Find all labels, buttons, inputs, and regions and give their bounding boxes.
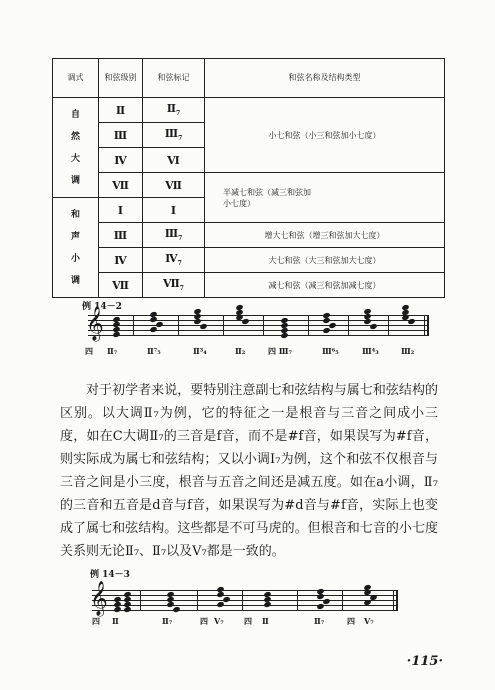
table-row: [53, 223, 445, 248]
treble-clef-icon: 𝄞: [86, 306, 104, 341]
table-row: [53, 248, 445, 273]
header-level: 和弦级别: [99, 59, 143, 98]
treble-clef-icon-2: 𝄞: [90, 581, 108, 616]
desc-diminished: 减七和弦（减三和弦加减七度）: [205, 273, 445, 298]
table-header-row: [53, 59, 445, 98]
mode-harmonic-minor: 和 声 小 调: [53, 198, 99, 298]
cell-mark: Ⅶ: [143, 173, 205, 198]
desc-minor-seventh: 小七和弦（小三和弦加小七度）: [205, 98, 445, 173]
cell-mark: $Ⅲ_7$: [143, 123, 205, 148]
table-row: [53, 98, 445, 123]
chord-table: [52, 58, 445, 298]
desc-major-seventh: 大七和弦（大三和弦加大七度）: [205, 248, 445, 273]
example-1-marks: 四 Ⅱ₇ Ⅱ⁷₅ Ⅱ³₄ Ⅱ₂ 四 Ⅲ₇ Ⅲ⁶₅ Ⅲ⁴₃ Ⅲ₂: [85, 346, 415, 356]
cell-mark: $Ⅳ_7$: [143, 248, 205, 273]
cell-level: Ⅶ: [99, 173, 143, 198]
body-paragraph: 对于初学者来说，要特别注意副七和弦结构与属七和弦结构的区别。以大调Ⅱ₇为例，它的特征之一是根音与三音之间成小三度，如在C大调Ⅱ₇的三音是f音，而不是#f音，如果误写为#f音，则实际成为属七和弦结构；又以小调Ⅰ₇为例，这个和弦不仅根音与三音之间是小三度，根音与五音之间还是减五度。如在a小调，Ⅱ₇的三音和五音是d音与f音，如果误写为#d音与#f音，实际上也变成了属七和弦结构。这些都是不可马虎的。但根音和七音的小七度关系则无论Ⅱ₇、Ⅱ₇以及Ⅴ₇都是一致的。: [60, 383, 438, 559]
cell-level: Ⅲ: [99, 123, 143, 148]
cell-mark: Ⅰ: [143, 198, 205, 223]
example-1-label: 例 14－2: [82, 302, 122, 312]
header-mark: 和弦标记: [143, 59, 205, 98]
cell-mark: Ⅵ: [143, 148, 205, 173]
table-row: [53, 273, 445, 298]
cell-level: Ⅲ: [99, 223, 143, 248]
cell-level: Ⅰ: [99, 198, 143, 223]
table-row: [53, 173, 445, 198]
desc-augmented: 增大七和弦（增三和弦加大七度）: [205, 223, 445, 248]
cell-level: Ⅶ: [99, 273, 143, 298]
header-mode: 调式: [53, 59, 99, 98]
example-2-staff: [90, 581, 397, 616]
cell-mark: $Ⅲ_7$: [143, 223, 205, 248]
header-name: 和弦名称及结构类型: [205, 59, 445, 98]
mode-natural-major: 自 然 大 调: [53, 98, 99, 198]
cell-level: Ⅳ: [99, 148, 143, 173]
example-2-marks: 四 Ⅱ Ⅱ₇ 四 Ⅴ₇ 四 Ⅱ Ⅱ₇ 四 Ⅴ₇: [92, 616, 374, 626]
cell-mark: $Ⅶ_7$: [143, 273, 205, 298]
example-2-label: 例 14－3: [90, 570, 130, 580]
cell-level: Ⅱ: [99, 98, 143, 123]
cell-mark: $Ⅱ_7$: [143, 98, 205, 123]
cell-level: Ⅳ: [99, 248, 143, 273]
page-number: ·115·: [406, 654, 443, 669]
desc-half-diminished: 半减七和弦（减三和弦加 小七度）: [205, 173, 445, 223]
